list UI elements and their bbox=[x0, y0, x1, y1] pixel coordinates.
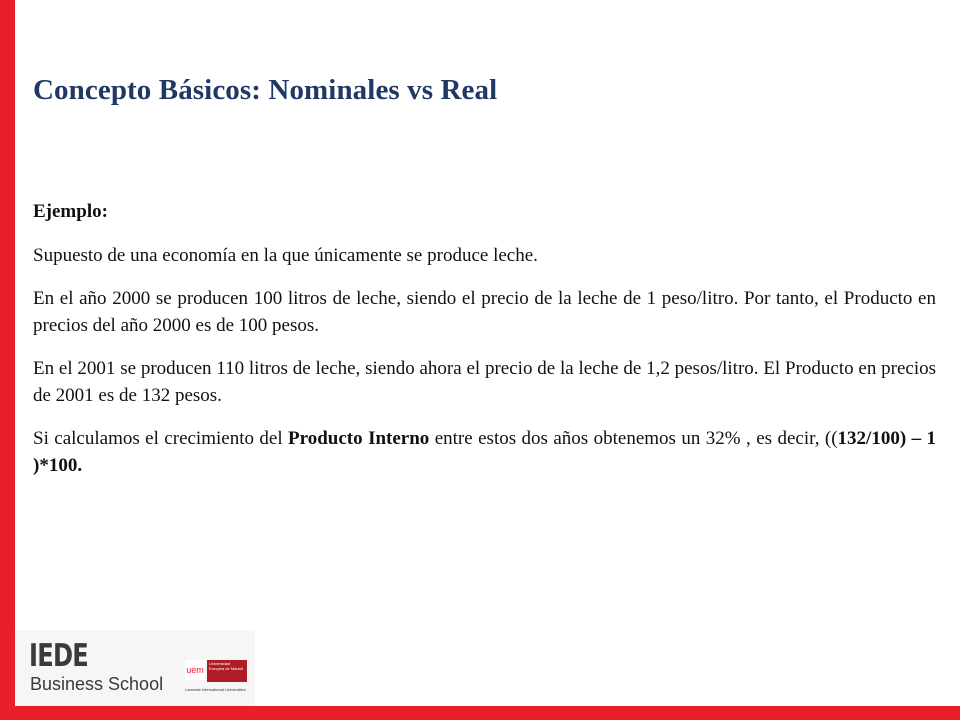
slide-body bbox=[33, 198, 936, 495]
paragraph-year-2001: En el 2001 se producen 110 litros de leche, siendo ahora el precio de la leche de 1,2 pesos/litro. El Producto en precios de 2001 es de 132 pesos. bbox=[33, 358, 936, 406]
producto-interno-emphasis: Producto Interno bbox=[288, 428, 430, 449]
growth-text-start: Si calculamos el crecimiento del bbox=[33, 428, 289, 449]
example-label: Ejemplo: bbox=[33, 201, 108, 222]
laureate-caption: Laureate International Universities bbox=[185, 687, 246, 692]
slide-title: Concepto Básicos: Nominales vs Real bbox=[33, 74, 498, 106]
paragraph-intro: Supuesto de una economía en la que únicamente se produce leche. bbox=[33, 245, 538, 266]
footer-logos bbox=[15, 630, 255, 706]
paragraph-growth bbox=[33, 425, 936, 479]
uem-logo-icon: uem bbox=[185, 660, 205, 680]
growth-text-middle: entre estos dos años obtenemos un 32% , es decir, (( bbox=[429, 428, 838, 449]
uem-name-badge: Universidad Europea de Madrid bbox=[207, 660, 247, 682]
paragraph-year-2000: En el año 2000 se producen 100 litros de leche, siendo el precio de la leche de 1 peso/litro. Por tanto, el Producto en precios del año 2000 es de 100 pesos. bbox=[33, 288, 936, 336]
growth-formula: 132/100) – 1 )*100. bbox=[33, 428, 937, 476]
business-school-label: Business School bbox=[30, 674, 164, 694]
bottom-accent-bar bbox=[0, 706, 960, 720]
left-accent-bar bbox=[0, 0, 15, 720]
iede-logo: IEDE bbox=[29, 638, 88, 674]
